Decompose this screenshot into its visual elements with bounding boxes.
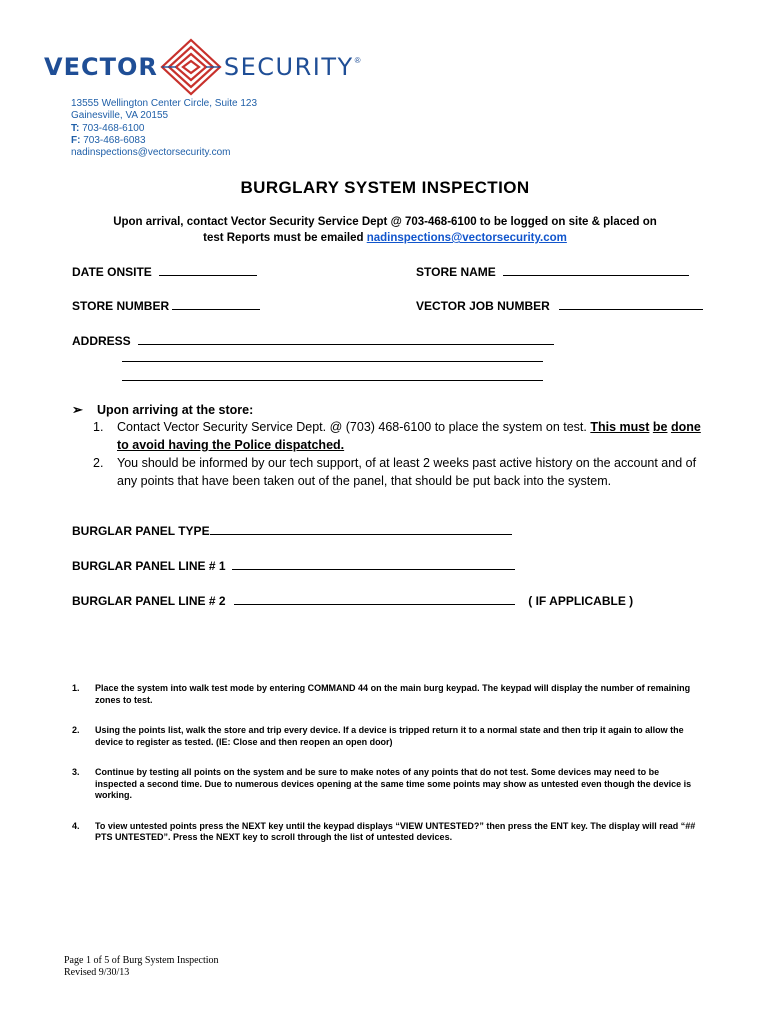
step-text: To view untested points press the NEXT key until the keypad displays “VIEW UNTESTED?” then press the ENT key. The display will read “## PTS UNTESTED”. Press the NEXT key to scroll through the list of untested devices.: [95, 820, 696, 842]
panel-type-label: BURGLAR PANEL TYPE: [72, 524, 210, 538]
store-number-label: STORE NUMBER: [72, 299, 170, 313]
emphasis-this-must: This must: [590, 420, 650, 434]
step-1: [72, 683, 702, 706]
address-line-second[interactable]: [122, 361, 543, 362]
logo-text-security: SECURITY: [223, 53, 354, 81]
intro-line-1: Upon arrival, contact Vector Security Service Dept @ 703-468-6100 to be logged on site & placed on: [113, 216, 657, 228]
emphasis-police-dispatched: done to avoid having the Police dispatched.: [117, 420, 701, 452]
step-number: 2.: [72, 725, 80, 735]
arrival-heading-text: Upon arriving at the store:: [97, 403, 254, 417]
page-footer: [64, 955, 219, 979]
arrival-list: [93, 418, 703, 490]
address-line-third[interactable]: [122, 380, 543, 381]
fax-label: F:: [71, 134, 81, 146]
registered-mark: ®: [354, 56, 361, 65]
panel-type-field[interactable]: [72, 523, 512, 538]
intro-instructions: [90, 214, 680, 246]
vector-job-number-label: VECTOR JOB NUMBER: [416, 299, 550, 313]
walk-test-steps: [72, 683, 702, 863]
diamond-logo-icon: [160, 38, 222, 96]
vector-security-logo: [44, 38, 361, 96]
page-title: BURGLARY SYSTEM INSPECTION: [240, 178, 530, 197]
vector-job-number-line[interactable]: [559, 298, 703, 310]
arrival-item-1-text: Contact Vector Security Service Dept. @ (703) 468-6100 to place the system on test.: [117, 420, 591, 434]
email-link[interactable]: nadinspections@vectorsecurity.com: [366, 232, 567, 244]
intro-line-2-text: test Reports must be emailed: [203, 232, 367, 244]
address-line-2: Gainesville, VA 20155: [71, 110, 169, 122]
address-line-first[interactable]: [138, 333, 554, 345]
intro-line-2: [90, 230, 680, 246]
step-text: Continue by testing all points on the system and be sure to make notes of any points that do not test. Some devices may need to be inspected a second time. Due to numerous devices opening at the same time some points may show as untested even though the device is working.: [95, 767, 692, 800]
panel-line-2-line[interactable]: [234, 593, 515, 605]
step-text: Using the points list, walk the store and trip every device. If a device is tripped return it to a normal state and then trip it again to allow the device to register as tested. (IE: Close and then reopen an open door): [95, 725, 684, 747]
fax-number: 703-468-6083: [83, 134, 146, 146]
store-name-field[interactable]: [416, 264, 689, 279]
panel-line-1-label: BURGLAR PANEL LINE # 1: [72, 559, 226, 573]
logo-text-vector: VECTOR: [44, 53, 158, 81]
panel-type-line[interactable]: [210, 523, 512, 535]
store-number-line[interactable]: [172, 298, 260, 310]
revision-date: Revised 9/30/13: [64, 967, 130, 978]
arrival-item-2: [93, 454, 703, 490]
date-onsite-line[interactable]: [159, 264, 257, 276]
address-field[interactable]: [72, 333, 554, 348]
vector-job-number-field[interactable]: [416, 298, 703, 313]
step-number: 1.: [72, 683, 80, 693]
phone-number: 703-468-6100: [82, 122, 145, 134]
panel-line-1-field[interactable]: [72, 558, 515, 573]
step-4: [72, 821, 702, 844]
date-onsite-field[interactable]: [72, 264, 257, 279]
step-3: [72, 767, 702, 802]
address-label: ADDRESS: [72, 334, 131, 348]
arrival-heading: [72, 402, 253, 418]
panel-line-2-label: BURGLAR PANEL LINE # 2: [72, 594, 226, 608]
phone-label: T:: [71, 122, 80, 134]
list-number: 2.: [93, 456, 104, 470]
contact-email[interactable]: nadinspections@vectorsecurity.com: [71, 147, 231, 159]
store-name-label: STORE NAME: [416, 265, 496, 279]
store-name-line[interactable]: [503, 264, 689, 276]
panel-line-2-field[interactable]: [72, 593, 633, 608]
contact-block: [71, 98, 257, 159]
address-line-1: 13555 Wellington Center Circle, Suite 123: [71, 98, 258, 109]
step-text: Place the system into walk test mode by entering COMMAND 44 on the main burg keypad. The keypad will display the number of remaining zones to test.: [95, 683, 691, 705]
list-number: 1.: [93, 420, 104, 434]
arrow-bullet-icon: ➢: [72, 402, 83, 417]
step-number: 3.: [72, 767, 80, 777]
phone-line: [71, 123, 257, 135]
date-onsite-label: DATE ONSITE: [72, 265, 152, 279]
arrival-item-2-text: You should be informed by our tech support, of at least 2 weeks past active history on the account and of any points that have been taken out of the panel, that should be put back into the system.: [117, 456, 697, 488]
emphasis-be: be: [652, 420, 668, 434]
arrival-item-1: [93, 418, 703, 454]
store-number-field[interactable]: [72, 298, 260, 313]
if-applicable-note: ( IF APPLICABLE ): [528, 594, 634, 608]
panel-line-1-line[interactable]: [232, 558, 515, 570]
fax-line: [71, 135, 257, 147]
page-number: Page 1 of 5 of Burg System Inspection: [64, 955, 219, 966]
step-2: [72, 725, 702, 748]
step-number: 4.: [72, 820, 80, 831]
